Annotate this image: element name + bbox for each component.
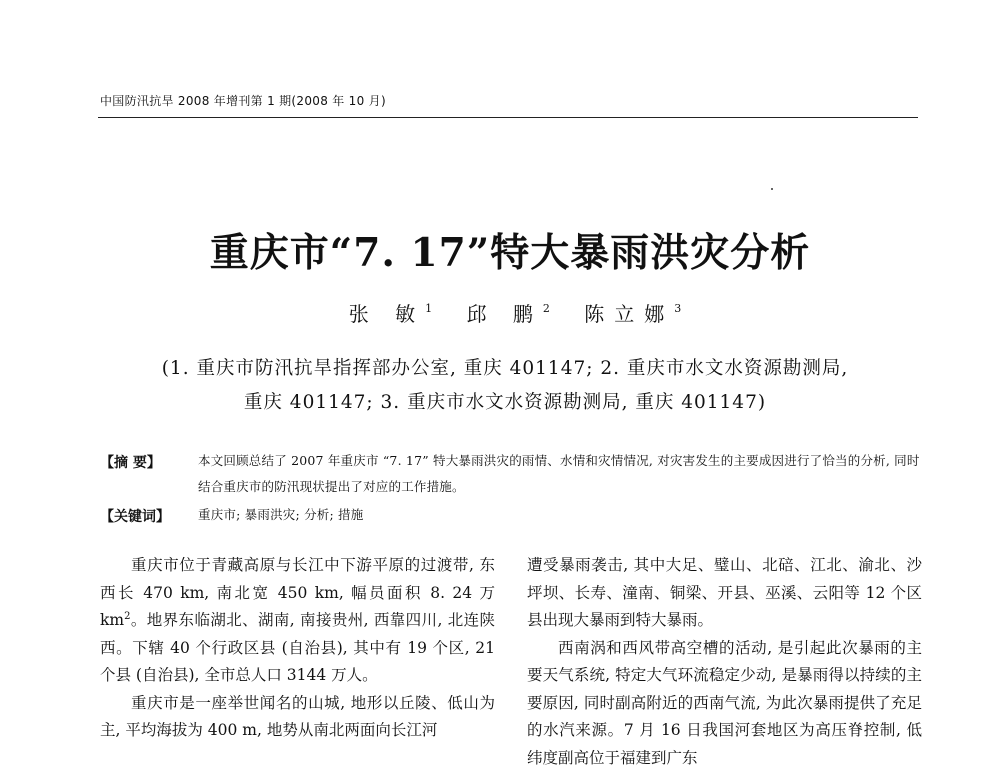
header-rule: [98, 117, 918, 118]
affiliation-marker: 2: [543, 302, 550, 315]
affiliation-marker: 3: [674, 302, 681, 315]
author-name: 邱 鹏: [467, 302, 543, 326]
author-name: 张 敏: [349, 302, 425, 326]
body-paragraph: 遭受暴雨袭击, 其中大足、璧山、北碚、江北、渝北、沙坪坝、长寿、潼南、铜梁、开县、巫溪、云阳等 12 个区县出现大暴雨到特大暴雨。: [527, 552, 922, 635]
paper-title: 重庆市“7. 17”特大暴雨洪灾分析: [0, 222, 1000, 278]
body-column-right: [527, 552, 922, 772]
body-text: 。地界东临湖北、湖南, 南接贵州, 西靠四川, 北连陕西。下辖 40 个行政区县 (自治县), 其中有 19 个区, 21 个县 (自治县), 全市总人口 3144 万人。: [100, 611, 495, 684]
body-column-left: [100, 552, 495, 745]
body-text: 重庆市位于青藏高原与长江中下游平原的过渡带, 东西长 470 km, 南北宽 450 km, 幅员面积 8. 24 万 km: [100, 556, 495, 629]
body-paragraph: 重庆市是一座举世闻名的山城, 地形以丘陵、低山为主, 平均海拔为 400 m, 地势从南北两面向长江河: [100, 690, 495, 745]
author-2: [467, 302, 550, 326]
keywords-label: 【关键词】: [100, 506, 170, 526]
keywords-text: 重庆市; 暴雨洪灾; 分析; 措施: [198, 502, 920, 528]
affiliations-line-2: 重庆 401147; 3. 重庆市水文水资源勘测局, 重庆 401147): [0, 388, 1000, 414]
superscript: 2: [124, 611, 130, 622]
author-name: 陈立娜: [584, 302, 674, 326]
author-1: [349, 302, 432, 326]
abstract-text: 本文回顾总结了 2007 年重庆市 “7. 17” 特大暴雨洪灾的雨情、水情和灾情情况, 对灾害发生的主要成因进行了恰当的分析, 同时结合重庆市的防汛现状提出了对应的工作措施。: [198, 448, 920, 500]
abstract-label: 【摘 要】: [100, 452, 161, 472]
author-list: [0, 298, 1000, 327]
affiliations-line-1: (1. 重庆市防汛抗旱指挥部办公室, 重庆 401147; 2. 重庆市水文水资源勘测局,: [0, 354, 1000, 380]
running-head: 中国防汛抗旱 2008 年增刊第 1 期(2008 年 10 月): [100, 92, 386, 109]
body-paragraph: 西南涡和西风带高空槽的活动, 是引起此次暴雨的主要天气系统, 特定大气环流稳定少动, 是暴雨得以持续的主要原因, 同时副高附近的西南气流, 为此次暴雨提供了充足的水汽来源。7 月 16 日我国河套地区为高压脊控制, 低纬度副高位于福建到广东: [527, 635, 922, 772]
body-paragraph: [100, 552, 495, 690]
scan-speck: [771, 188, 773, 190]
affiliation-marker: 1: [425, 302, 432, 315]
author-3: [584, 302, 681, 326]
